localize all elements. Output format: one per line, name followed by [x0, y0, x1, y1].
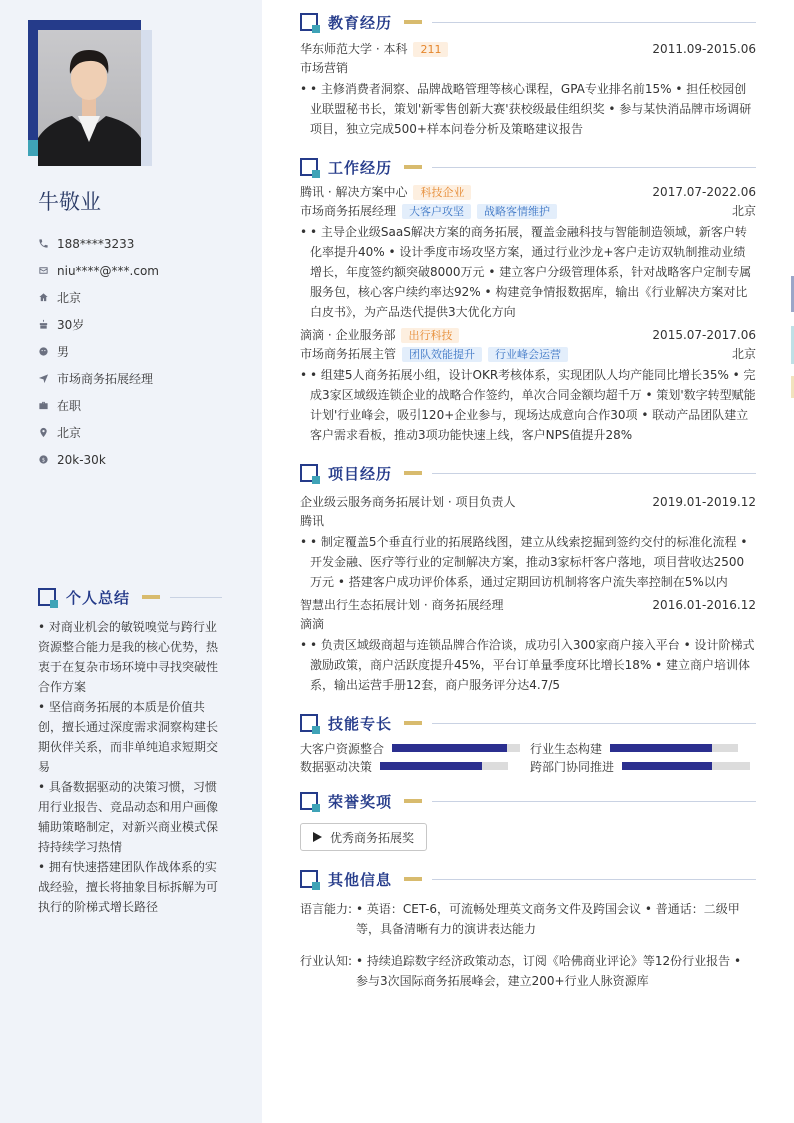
gold-accent — [404, 877, 422, 881]
work-desc-text: • 组建5人商务拓展小组，设计OKR考核体系，实现团队人均产能同比增长35% • 完成3家区域级连锁企业的战略合作签约，单次合同金额均超千万 • 策划'数字转型赋能计划'行业峰会，吸引120+企业参与，现场达成意向合作30项 • 联动产品团队建立客户需求看板，推动3项功能快速上线，客户NPS值提升28% — [310, 368, 756, 442]
education-title: 教育经历 — [328, 13, 393, 32]
info-gender — [38, 338, 159, 365]
info-phone — [38, 230, 159, 257]
project-name-row — [300, 596, 756, 615]
project-date: 2019.01-2019.12 — [652, 495, 756, 509]
skill-tag: 行业峰会运营 — [488, 347, 568, 362]
briefcase-icon — [38, 400, 49, 411]
summary-item: • 具备数据驱动的决策习惯，习惯用行业报告、竞品动态和用户画像辅助策略制定，对新兴商业模式保持持续学习热情 — [38, 780, 219, 854]
work-entry — [300, 326, 756, 445]
skills-grid — [300, 739, 756, 775]
work-heading — [300, 155, 756, 179]
skill-item — [300, 757, 530, 775]
work-desc: • • 组建5人商务拓展小组，设计OKR考核体系，实现团队人均产能同比增长35% • 完成3家区域级连锁企业的战略合作签约，单次合同金额均超千万 • 策划'数字转型赋能计划'行业峰会，吸引120+企业参与，现场达成意向合作30项 • 联动产品团队建立客户需求看板，推动3项功能快速上线，客户NPS值提升28% — [300, 365, 756, 445]
svg-text:$: $ — [41, 457, 46, 464]
other-label: 行业认知: — [300, 954, 353, 968]
project-date: 2016.01-2016.12 — [652, 598, 756, 612]
other-heading — [300, 867, 756, 891]
work-date: 2015.07-2017.06 — [652, 328, 756, 342]
gold-accent — [404, 471, 422, 475]
skill-item — [300, 739, 530, 757]
skill-name: 大客户资源整合 — [300, 741, 385, 756]
work-city: 北京 — [731, 347, 756, 361]
section-square-icon — [300, 714, 318, 732]
work-company-row — [300, 183, 756, 202]
project-entry — [300, 596, 756, 695]
skill-bar-track — [380, 762, 508, 770]
skills-section — [300, 711, 756, 775]
summary-item: • 拥有快速搭建团队作战体系的实战经验，擅长将抽象目标拆解为可执行的阶梯式增长路径 — [38, 860, 219, 914]
summary-item: • 对商业机会的敏锐嗅觉与跨行业资源整合能力是我的核心优势，热衷于在复杂市场环境中寻找突破性合作方案 — [38, 620, 219, 694]
section-square-icon — [300, 158, 318, 176]
other-text: • 持续追踪数字经济政策动态，订阅《哈佛商业评论》等12份行业报告 • 参与3次国际商务拓展峰会，建立200+行业人脉资源库 — [356, 954, 742, 988]
project-org: 腾讯 — [300, 514, 325, 528]
project-desc-text: • 负责区域级商超与连锁品牌合作洽谈，成功引入300家商户接入平台 • 设计阶梯式激励政策，商户活跃度提升45%，平台订单量季度环比增长18% • 建立商户培训体系，输出运营手册12套，商户服务评分达4.7/5 — [310, 638, 755, 692]
info-status — [38, 392, 159, 419]
other-section — [300, 867, 756, 991]
education-date: 2011.09-2015.06 — [652, 42, 756, 56]
work-entry — [300, 183, 756, 322]
award-chip — [300, 823, 427, 851]
profile-photo-frame — [28, 20, 152, 166]
phone-icon — [38, 238, 49, 249]
work-position-row — [300, 202, 756, 221]
main-content — [300, 10, 756, 991]
skill-name: 行业生态构建 — [530, 741, 603, 756]
work-position-row — [300, 345, 756, 364]
skills-title: 技能专长 — [328, 714, 393, 733]
project-name: 企业级云服务商务拓展计划 · 项目负责人 — [300, 495, 516, 509]
divider — [432, 801, 756, 802]
industry-tag: 出行科技 — [401, 328, 459, 343]
skill-bar-track — [610, 744, 738, 752]
awards-section — [300, 789, 756, 851]
info-target-city — [38, 419, 159, 446]
mail-icon — [38, 265, 49, 276]
skill-tag: 战略客情维护 — [477, 204, 557, 219]
project-org-row — [300, 615, 756, 634]
home-icon — [38, 292, 49, 303]
work-desc-text: • 主导企业级SaaS解决方案的商务拓展，覆盖金融科技与智能制造领域，新客户转化率提升40% • 设计季度市场攻坚方案，通过行业沙龙+客户走访双轨制推动业绩增长，年度签约额突破8000万元 • 建立客户分级管理体系，针对战略客户定制专属服务包，核心客户续约率达92% • 构建竞争情报数据库，输出《行业解决方案对比白皮书》，为产品迭代提供3大优化方向 — [310, 225, 752, 319]
other-item — [300, 951, 756, 991]
other-label: 语言能力: — [300, 902, 353, 916]
section-square-icon — [300, 13, 318, 31]
award-name: 优秀商务拓展奖 — [330, 830, 415, 845]
awards-heading — [300, 789, 756, 813]
project-org: 滴滴 — [300, 617, 325, 631]
project-desc: • • 负责区域级商超与连锁品牌合作洽谈，成功引入300家商户接入平台 • 设计阶梯式激励政策，商户活跃度提升45%，平台订单量季度环比增长18% • 建立商户培训体系，输出运营手册12套，商户服务评分达4.7/5 — [300, 635, 756, 695]
section-square-icon — [38, 588, 56, 606]
skill-bar-track — [622, 762, 750, 770]
summary-item: • 坚信商务拓展的本质是价值共创，擅长通过深度需求洞察构建长期伙伴关系，而非单纯追求短期交易 — [38, 700, 219, 774]
work-desc: • • 主导企业级SaaS解决方案的商务拓展，覆盖金融科技与智能制造领域，新客户转化率提升40% • 设计季度市场攻坚方案，通过行业沙龙+客户走访双轨制推动业绩增长，年度签约额突破8000万元 • 建立客户分级管理体系，针对战略客户定制专属服务包，核心客户续约率达92% • 构建竞争情报数据库，输出《行业解决方案对比白皮书》，为产品迭代提供3大优化方向 — [300, 222, 756, 322]
gold-accent — [404, 721, 422, 725]
project-desc-text: • 制定覆盖5个垂直行业的拓展路线图，建立从线索挖掘到签约交付的标准化流程 • 开发金融、医疗等行业的定制解决方案，推动3家标杆客户落地，项目营收达2500万元 • 搭建客户成功评价体系，通过定期回访机制将客户流失率控制在5%以内 — [310, 535, 748, 589]
skill-item — [530, 739, 756, 757]
education-major-row — [300, 59, 756, 78]
cake-icon — [38, 319, 49, 330]
project-entry — [300, 493, 756, 592]
industry-tag: 科技企业 — [413, 185, 471, 200]
target-position-text: 市场商务拓展经理 — [57, 372, 154, 386]
play-triangle-icon — [313, 832, 322, 842]
summary-heading — [38, 585, 222, 609]
skill-item — [530, 757, 756, 775]
work-section — [300, 155, 756, 445]
education-section — [300, 10, 756, 139]
divider — [170, 597, 222, 598]
project-heading — [300, 461, 756, 485]
work-title: 工作经历 — [328, 158, 393, 177]
divider — [432, 473, 756, 474]
work-date: 2017.07-2022.06 — [652, 185, 756, 199]
age-text: 30岁 — [57, 318, 85, 332]
info-residence — [38, 284, 159, 311]
divider — [432, 167, 756, 168]
position-name: 市场商务拓展主管 — [300, 347, 397, 361]
email-text: niu****@***.com — [57, 263, 159, 278]
summary-title: 个人总结 — [66, 588, 131, 607]
salary-text: 20k-30k — [57, 452, 106, 467]
work-company-row — [300, 326, 756, 345]
summary-list — [38, 617, 222, 917]
info-salary — [38, 446, 159, 473]
info-age — [38, 311, 159, 338]
divider — [432, 879, 756, 880]
awards-title: 荣誉奖项 — [328, 792, 393, 811]
skill-bar-fill — [380, 762, 482, 770]
target-city-text: 北京 — [57, 426, 82, 440]
gold-accent — [404, 799, 422, 803]
education-desc: • • 主修消费者洞察、品牌战略管理等核心课程，GPA专业排名前15% • 担任校园创业联盟秘书长，策划'新零售创新大赛'获校级最佳组织奖 • 参与某快消品牌市场调研项目，独立完成500+样本问卷分析及策略建议报告 — [300, 79, 756, 139]
work-city: 北京 — [731, 204, 756, 218]
residence-text: 北京 — [57, 291, 82, 305]
company-name: 腾讯 · 解决方案中心 — [300, 185, 408, 199]
school-name: 华东师范大学 · 本科 — [300, 42, 408, 56]
divider — [432, 723, 756, 724]
phone-text: 188****3233 — [57, 236, 135, 251]
edge-markers — [790, 276, 794, 398]
other-item — [300, 899, 756, 939]
gold-accent — [404, 165, 422, 169]
person-portrait-icon — [38, 30, 141, 166]
education-desc-text: • 主修消费者洞察、品牌战略管理等核心课程，GPA专业排名前15% • 担任校园创业联盟秘书长，策划'新零售创新大赛'获校级最佳组织奖 • 参与某快消品牌市场调研项目，独立完成500+样本问卷分析及策略建议报告 — [310, 82, 752, 136]
section-square-icon — [300, 792, 318, 810]
project-title: 项目经历 — [328, 464, 393, 483]
location-pin-icon — [38, 427, 49, 438]
candidate-name: 牛敬业 — [38, 190, 101, 214]
other-title: 其他信息 — [328, 870, 393, 889]
section-square-icon — [300, 870, 318, 888]
gold-accent — [404, 20, 422, 24]
major-name: 市场营销 — [300, 61, 349, 75]
sidebar — [0, 0, 262, 1123]
skill-bar-track — [392, 744, 520, 752]
skill-bar-fill — [622, 762, 712, 770]
school-tag: 211 — [413, 42, 448, 57]
skills-heading — [300, 711, 756, 735]
skill-tag: 大客户攻坚 — [402, 204, 471, 219]
gender-text: 男 — [57, 345, 70, 359]
project-org-row — [300, 512, 756, 531]
other-text: • 英语：CET-6，可流畅处理英文商务文件及跨国会议 • 普通话：二级甲等，具备清晰有力的演讲表达能力 — [356, 902, 740, 936]
divider — [432, 22, 756, 23]
project-name-row — [300, 493, 756, 512]
skill-bar-fill — [392, 744, 507, 752]
position-name: 市场商务拓展经理 — [300, 204, 397, 218]
project-name: 智慧出行生态拓展计划 · 商务拓展经理 — [300, 598, 504, 612]
info-target-position — [38, 365, 159, 392]
salary-icon — [38, 454, 49, 465]
section-square-icon — [300, 464, 318, 482]
project-section — [300, 461, 756, 695]
project-desc: • • 制定覆盖5个垂直行业的拓展路线图，建立从线索挖掘到签约交付的标准化流程 • 开发金融、医疗等行业的定制解决方案，推动3家标杆客户落地，项目营收达2500万元 • 搭建客户成功评价体系，通过定期回访机制将客户流失率控制在5%以内 — [300, 532, 756, 592]
education-heading — [300, 10, 756, 34]
skill-name: 跨部门协同推进 — [530, 759, 615, 774]
skill-tag: 团队效能提升 — [402, 347, 482, 362]
skill-bar-fill — [610, 744, 712, 752]
send-icon — [38, 373, 49, 384]
avatar — [38, 30, 141, 166]
contact-info-list — [38, 230, 159, 473]
info-email — [38, 257, 159, 284]
gender-icon — [38, 346, 49, 357]
company-name: 滴滴 · 企业服务部 — [300, 328, 396, 342]
summary-section — [38, 585, 222, 917]
skill-name: 数据驱动决策 — [300, 759, 373, 774]
education-header-row — [300, 40, 756, 59]
status-text: 在职 — [57, 399, 82, 413]
gold-accent — [142, 595, 160, 599]
photo-decoration — [28, 140, 38, 156]
